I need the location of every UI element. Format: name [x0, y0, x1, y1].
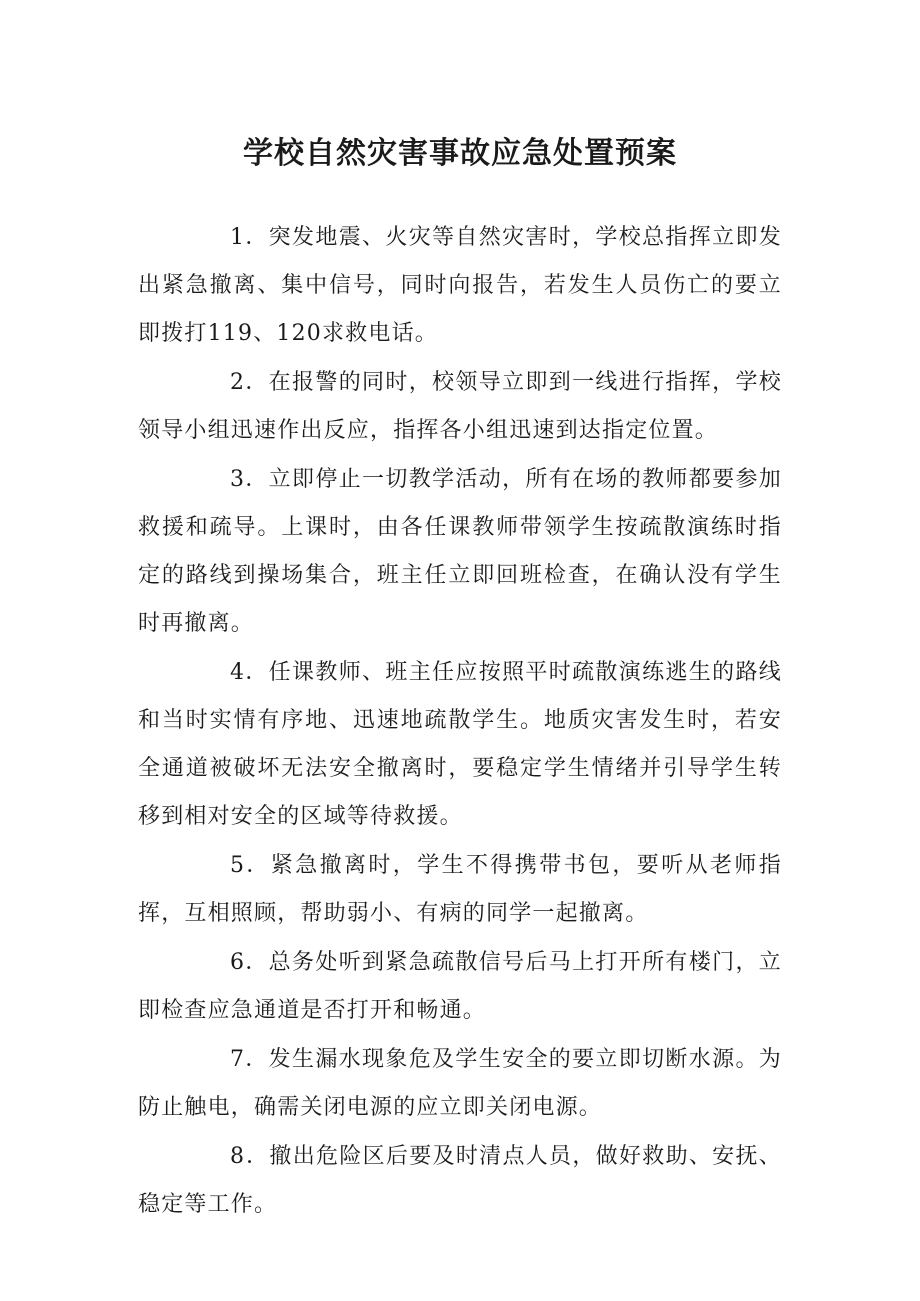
paragraph-number: 5	[230, 853, 246, 878]
paragraph-number: 8	[230, 1144, 246, 1169]
paragraph-number: 3	[230, 467, 246, 492]
document-body	[138, 214, 782, 1230]
paragraph-number: 1	[230, 225, 246, 250]
paragraph-number: 4	[230, 660, 246, 685]
paragraph-6	[138, 939, 782, 1035]
paragraph-3	[138, 456, 782, 648]
paragraph-text: ．在报警的同时，校领导立即到一线进行指挥，学校领导小组迅速作出反应，指挥各小组迅速到达指定位置。	[138, 370, 782, 443]
paragraph-text: ．立即停止一切教学活动，所有在场的教师都要参加救援和疏导。上课时，由各任课教师带领学生按疏散演练时指定的路线到操场集合，班主任立即回班检查，在确认没有学生时再撤离。	[138, 467, 782, 636]
paragraph-text: ．发生漏水现象危及学生安全的要立即切断水源。为防止触电，确需关闭电源的应立即关闭电源。	[138, 1047, 782, 1120]
paragraph-text: ．突发地震、火灾等自然灾害时，学校总指挥立即发出紧急撤离、集中信号，同时向报告，若发生人员伤亡的要立即拨打119、120求救电话。	[138, 225, 782, 346]
paragraph-number: 7	[230, 1047, 246, 1072]
paragraph-text: ．任课教师、班主任应按照平时疏散演练逃生的路线和当时实情有序地、迅速地疏散学生。地质灾害发生时，若安全通道被破坏无法安全撤离时，要稳定学生情绪并引导学生转移到相对安全的区域等待救援。	[138, 660, 782, 829]
paragraph-number: 2	[230, 370, 246, 395]
paragraph-5	[138, 842, 782, 938]
document-title: 学校自然灾害事故应急处置预案	[243, 136, 677, 171]
paragraph-text: ．总务处听到紧急疏散信号后马上打开所有楼门，立即检查应急通道是否打开和畅通。	[138, 950, 782, 1023]
paragraph-text: ．紧急撤离时，学生不得携带书包，要听从老师指挥，互相照顾，帮助弱小、有病的同学一起撤离。	[138, 853, 782, 926]
paragraph-2	[138, 359, 782, 455]
paragraph-number: 6	[230, 950, 246, 975]
paragraph-8	[138, 1133, 782, 1229]
paragraph-text: ．撤出危险区后要及时清点人员，做好救助、安抚、稳定等工作。	[138, 1144, 782, 1217]
paragraph-1	[138, 214, 782, 358]
paragraph-7	[138, 1036, 782, 1132]
paragraph-4	[138, 649, 782, 841]
